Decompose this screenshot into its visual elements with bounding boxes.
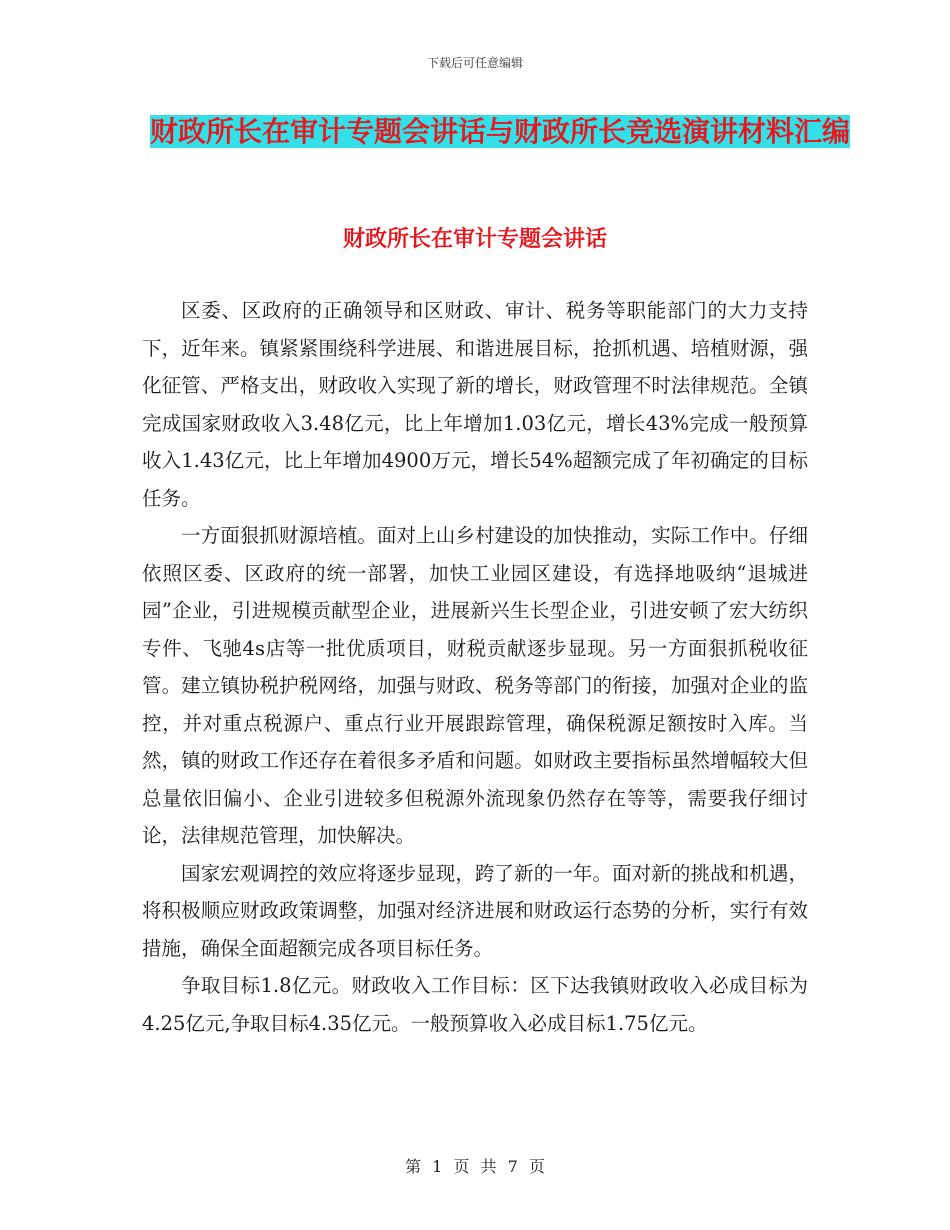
page-number: 第 1 页 共 7 页 xyxy=(405,1157,545,1176)
paragraph: 国家宏观调控的效应将逐步显现，跨了新的一年。面对新的挑战和机遇，将积极顺应财政政策调整，加强对经济进展和财政运行态势的分析，实行有效措施，确保全面超额完成各项目标任务。 xyxy=(142,861,808,960)
paragraph: 一方面狠抓财源培植。面对上山乡村建设的加快推动，实际工作中。仔细依照区委、区政府的统一部署，加快工业园区建设，有选择地吸纳“退城进园”企业，引进规模贡献型企业，进展新兴生长型企业，引进安顿了宏大纺织专件、飞驰4s店等一批优质项目，财税贡献逐步显现。另一方面狠抓税收征管。建立镇协税护税网络，加强与财政、税务等部门的衔接，加强对企业的监控，并对重点税源户、重点行业开展跟踪管理，确保税源足额按时入库。当然，镇的财政工作还存在着很多矛盾和问题。如财政主要指标虽然增幅较大但总量依旧偏小、企业引进较多但税源外流现象仍然存在等等，需要我仔细讨论，法律规范管理，加快解决。 xyxy=(142,524,808,847)
paragraph: 争取目标1.8亿元。财政收入工作目标：区下达我镇财政收入必成目标为4.25亿元,争取目标4.35亿元。一般预算收入必成目标1.75亿元。 xyxy=(142,974,808,1035)
paragraph: 区委、区政府的正确领导和区财政、审计、税务等职能部门的大力支持下，近年来。镇紧紧围绕科学进展、和谐进展目标，抢抓机遇、培植财源，强化征管、严格支出，财政收入实现了新的增长，财政管理不时法律规范。全镇完成国家财政收入3.48亿元，比上年增加1.03亿元，增长43%完成一般预算收入1.43亿元，比上年增加4900万元，增长54%超额完成了年初确定的目标任务。 xyxy=(142,299,808,510)
body-text xyxy=(142,292,808,1042)
document-title xyxy=(150,108,850,156)
header-note: 下载后可任意编辑 xyxy=(426,56,523,70)
document-title-text: 财政所长在审计专题会讲话与财政所长竞选演讲材料汇编 xyxy=(150,115,851,148)
section-title: 财政所长在审计专题会讲话 xyxy=(342,226,607,252)
